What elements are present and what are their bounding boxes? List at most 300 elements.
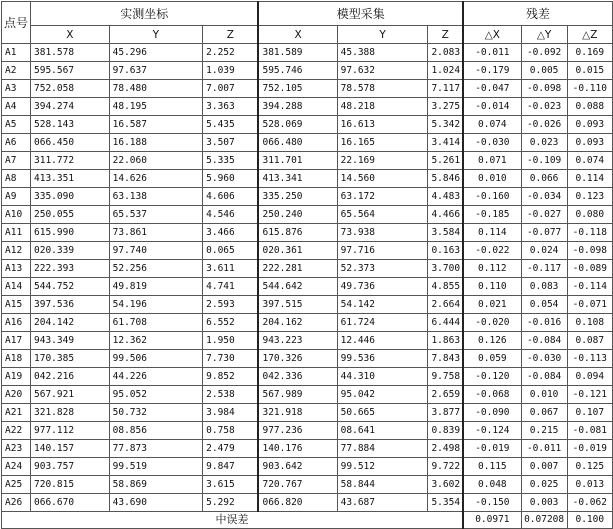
measured-y-cell: 97.740 (109, 242, 203, 260)
residual-dy-cell: 0.215 (521, 422, 567, 440)
residual-dz-cell: -0.121 (567, 386, 612, 404)
model-z-cell: 4.855 (428, 278, 463, 296)
point-id-cell: A2 (2, 62, 31, 80)
table-row (2, 476, 613, 494)
residual-dy-cell: 0.023 (521, 134, 567, 152)
model-z-cell: 7.843 (428, 350, 463, 368)
model-y-cell: 44.310 (337, 368, 428, 386)
residual-dx-cell: -0.014 (463, 98, 521, 116)
measured-z-cell: 3.984 (203, 404, 259, 422)
model-y-cell: 12.446 (337, 332, 428, 350)
measured-z-cell: 2.538 (203, 386, 259, 404)
point-id-cell: A19 (2, 368, 31, 386)
residual-dx-cell: -0.020 (463, 314, 521, 332)
residual-dz-cell: 0.093 (567, 116, 612, 134)
model-z-cell: 2.498 (428, 440, 463, 458)
measured-z-cell: 3.466 (203, 224, 259, 242)
residual-dy-cell: -0.092 (521, 44, 567, 62)
model-z-cell: 1.024 (428, 62, 463, 80)
model-y-cell: 43.687 (337, 494, 428, 512)
model-z-cell: 5.342 (428, 116, 463, 134)
residual-dy-cell: -0.109 (521, 152, 567, 170)
measured-x-cell: 977.112 (31, 422, 110, 440)
model-z-cell: 9.758 (428, 368, 463, 386)
rmse-dz: 0.100 (567, 512, 612, 529)
residual-dx-cell: -0.179 (463, 62, 521, 80)
measured-x-cell: 528.143 (31, 116, 110, 134)
table-row (2, 386, 613, 404)
measured-x-cell: 066.450 (31, 134, 110, 152)
residual-dx-cell: 0.021 (463, 296, 521, 314)
model-y-cell: 49.736 (337, 278, 428, 296)
table-row (2, 116, 613, 134)
rmse-row (2, 512, 613, 529)
model-y-cell: 48.218 (337, 98, 428, 116)
table-row (2, 260, 613, 278)
residual-dz-cell: -0.110 (567, 80, 612, 98)
model-z-cell: 5.354 (428, 494, 463, 512)
residual-dz-cell: 0.094 (567, 368, 612, 386)
table-row (2, 494, 613, 512)
table-row (2, 458, 613, 476)
measured-y-cell: 63.138 (109, 188, 203, 206)
point-id-cell: A9 (2, 188, 31, 206)
measured-z-cell: 2.479 (203, 440, 259, 458)
measured-x-cell: 170.385 (31, 350, 110, 368)
residual-dz-cell: -0.062 (567, 494, 612, 512)
residual-dx-cell: -0.120 (463, 368, 521, 386)
model-z-cell: 3.602 (428, 476, 463, 494)
measured-x-cell: 752.058 (31, 80, 110, 98)
measured-y-cell: 16.188 (109, 134, 203, 152)
table-row (2, 98, 613, 116)
residual-dx-cell: 0.048 (463, 476, 521, 494)
residual-dy-cell: 0.005 (521, 62, 567, 80)
residual-dy-cell: 0.083 (521, 278, 567, 296)
point-id-cell: A25 (2, 476, 31, 494)
model-x-cell: 020.361 (258, 242, 337, 260)
model-x-cell: 528.069 (258, 116, 337, 134)
measured-x-cell: 567.921 (31, 386, 110, 404)
model-x-cell: 170.326 (258, 350, 337, 368)
measured-y-cell: 97.637 (109, 62, 203, 80)
point-id-cell: A10 (2, 206, 31, 224)
measured-x-cell: 394.274 (31, 98, 110, 116)
point-id-cell: A22 (2, 422, 31, 440)
measured-x-cell: 413.351 (31, 170, 110, 188)
residual-dy-cell: -0.117 (521, 260, 567, 278)
residual-dx-cell: -0.047 (463, 80, 521, 98)
point-id-cell: A18 (2, 350, 31, 368)
table-row (2, 188, 613, 206)
table-row (2, 350, 613, 368)
measured-x-cell: 066.670 (31, 494, 110, 512)
residual-dy-cell: 0.025 (521, 476, 567, 494)
measured-y-cell: 08.856 (109, 422, 203, 440)
point-number-header: 点号 (2, 2, 31, 44)
residual-dy-cell: -0.026 (521, 116, 567, 134)
table-row (2, 278, 613, 296)
residual-dz-cell: 0.087 (567, 332, 612, 350)
point-id-cell: A7 (2, 152, 31, 170)
point-id-cell: A17 (2, 332, 31, 350)
model-y-cell: 97.632 (337, 62, 428, 80)
model-z-cell: 3.275 (428, 98, 463, 116)
measured-z-cell: 2.593 (203, 296, 259, 314)
point-id-cell: A14 (2, 278, 31, 296)
residual-dx-cell: 0.114 (463, 224, 521, 242)
residual-dy-cell: 0.066 (521, 170, 567, 188)
residual-dz-cell: -0.019 (567, 440, 612, 458)
model-x-cell: 042.336 (258, 368, 337, 386)
measured-x-cell: 595.567 (31, 62, 110, 80)
residual-dz-cell: 0.169 (567, 44, 612, 62)
residual-dx-cell: 0.071 (463, 152, 521, 170)
rmse-dy: 0.07208 (521, 512, 567, 529)
point-id-cell: A20 (2, 386, 31, 404)
measured-z-cell: 0.065 (203, 242, 259, 260)
model-x-cell: 903.642 (258, 458, 337, 476)
model-z-cell: 4.483 (428, 188, 463, 206)
model-y-cell: 16.613 (337, 116, 428, 134)
measured-z-cell: 7.007 (203, 80, 259, 98)
point-id-cell: A4 (2, 98, 31, 116)
table-row (2, 134, 613, 152)
model-y-cell: 54.142 (337, 296, 428, 314)
model-z-cell: 3.584 (428, 224, 463, 242)
residual-dz-cell: -0.081 (567, 422, 612, 440)
residual-dz-cell: 0.093 (567, 134, 612, 152)
measured-x-cell: 250.055 (31, 206, 110, 224)
model-x-cell: 977.236 (258, 422, 337, 440)
measured-y-cell: 54.196 (109, 296, 203, 314)
model-z-cell: 0.163 (428, 242, 463, 260)
table-row (2, 296, 613, 314)
measured-z-cell: 5.960 (203, 170, 259, 188)
model-x-cell: 720.767 (258, 476, 337, 494)
measured-x-cell: 222.393 (31, 260, 110, 278)
measured-x-cell: 335.090 (31, 188, 110, 206)
model-x-cell: 066.480 (258, 134, 337, 152)
model-x-cell: 222.281 (258, 260, 337, 278)
residual-dy-cell: -0.077 (521, 224, 567, 242)
table-row (2, 422, 613, 440)
measured-y-cell: 22.060 (109, 152, 203, 170)
table-row (2, 332, 613, 350)
measured-y-cell: 14.626 (109, 170, 203, 188)
measured-coords-header: 实测坐标 (31, 2, 259, 26)
model-x-cell: 140.176 (258, 440, 337, 458)
model-z-header: Z (428, 26, 463, 44)
residual-dy-cell: 0.003 (521, 494, 567, 512)
model-y-cell: 97.716 (337, 242, 428, 260)
residual-dy-cell: -0.016 (521, 314, 567, 332)
measured-x-cell: 381.578 (31, 44, 110, 62)
model-x-cell: 250.240 (258, 206, 337, 224)
point-id-cell: A11 (2, 224, 31, 242)
point-id-cell: A5 (2, 116, 31, 134)
point-id-cell: A23 (2, 440, 31, 458)
table-row (2, 314, 613, 332)
measured-y-cell: 44.226 (109, 368, 203, 386)
measured-x-cell: 020.339 (31, 242, 110, 260)
table-row (2, 152, 613, 170)
measured-z-cell: 0.758 (203, 422, 259, 440)
residual-dx-cell: -0.160 (463, 188, 521, 206)
model-collected-header: 模型采集 (258, 2, 463, 26)
model-y-cell: 63.172 (337, 188, 428, 206)
measured-y-cell: 78.480 (109, 80, 203, 98)
model-z-cell: 5.261 (428, 152, 463, 170)
residual-dy-cell: -0.084 (521, 368, 567, 386)
model-y-cell: 50.665 (337, 404, 428, 422)
measured-x-header: X (31, 26, 110, 44)
model-x-cell: 752.105 (258, 80, 337, 98)
model-z-cell: 4.466 (428, 206, 463, 224)
measured-z-cell: 9.852 (203, 368, 259, 386)
measured-x-cell: 042.216 (31, 368, 110, 386)
model-x-cell: 397.515 (258, 296, 337, 314)
model-y-cell: 77.884 (337, 440, 428, 458)
model-y-cell: 99.512 (337, 458, 428, 476)
residual-dx-cell: -0.011 (463, 44, 521, 62)
measured-y-cell: 61.708 (109, 314, 203, 332)
residual-dz-cell: 0.107 (567, 404, 612, 422)
model-y-cell: 61.724 (337, 314, 428, 332)
measured-z-cell: 9.847 (203, 458, 259, 476)
residual-dx-cell: -0.019 (463, 440, 521, 458)
residual-dy-header: △Y (521, 26, 567, 44)
measured-y-cell: 43.690 (109, 494, 203, 512)
point-id-cell: A24 (2, 458, 31, 476)
measured-y-cell: 58.869 (109, 476, 203, 494)
residual-dz-cell: -0.118 (567, 224, 612, 242)
residual-dz-cell: -0.114 (567, 278, 612, 296)
residual-dy-cell: 0.024 (521, 242, 567, 260)
model-x-cell: 413.341 (258, 170, 337, 188)
measured-y-header: Y (109, 26, 203, 44)
residual-dx-cell: -0.022 (463, 242, 521, 260)
point-id-cell: A26 (2, 494, 31, 512)
model-z-cell: 1.863 (428, 332, 463, 350)
measured-y-cell: 45.296 (109, 44, 203, 62)
residual-dx-cell: 0.110 (463, 278, 521, 296)
table-row (2, 404, 613, 422)
model-y-cell: 95.042 (337, 386, 428, 404)
measured-x-cell: 311.772 (31, 152, 110, 170)
residual-dz-cell: 0.015 (567, 62, 612, 80)
coordinate-residual-table (1, 1, 613, 529)
measured-y-cell: 99.506 (109, 350, 203, 368)
table-row (2, 242, 613, 260)
measured-z-cell: 3.611 (203, 260, 259, 278)
table-row (2, 80, 613, 98)
point-id-cell: A1 (2, 44, 31, 62)
measured-x-cell: 903.757 (31, 458, 110, 476)
model-x-cell: 335.250 (258, 188, 337, 206)
residual-dx-cell: -0.090 (463, 404, 521, 422)
measured-z-cell: 5.335 (203, 152, 259, 170)
measured-x-cell: 397.536 (31, 296, 110, 314)
residual-dy-cell: -0.023 (521, 98, 567, 116)
table-row (2, 224, 613, 242)
measured-y-cell: 12.362 (109, 332, 203, 350)
model-z-cell: 3.877 (428, 404, 463, 422)
measured-x-cell: 615.990 (31, 224, 110, 242)
measured-x-cell: 140.157 (31, 440, 110, 458)
model-y-cell: 08.641 (337, 422, 428, 440)
residual-dz-cell: 0.074 (567, 152, 612, 170)
model-y-cell: 65.564 (337, 206, 428, 224)
model-y-cell: 73.938 (337, 224, 428, 242)
measured-z-cell: 4.741 (203, 278, 259, 296)
residual-dx-cell: 0.112 (463, 260, 521, 278)
model-z-cell: 2.659 (428, 386, 463, 404)
table-row (2, 62, 613, 80)
measured-y-cell: 16.587 (109, 116, 203, 134)
residual-dy-cell: -0.034 (521, 188, 567, 206)
model-x-cell: 943.223 (258, 332, 337, 350)
residual-dz-cell: 0.088 (567, 98, 612, 116)
measured-y-cell: 50.732 (109, 404, 203, 422)
residual-dx-cell: -0.185 (463, 206, 521, 224)
model-x-cell: 615.876 (258, 224, 337, 242)
residual-dz-cell: -0.071 (567, 296, 612, 314)
model-x-cell: 595.746 (258, 62, 337, 80)
residual-dx-header: △X (463, 26, 521, 44)
rmse-dx: 0.0971 (463, 512, 521, 529)
point-id-cell: A15 (2, 296, 31, 314)
residual-dx-cell: 0.059 (463, 350, 521, 368)
model-x-cell: 544.642 (258, 278, 337, 296)
measured-z-cell: 1.950 (203, 332, 259, 350)
model-y-cell: 22.169 (337, 152, 428, 170)
measured-z-header: Z (203, 26, 259, 44)
residual-dz-cell: -0.113 (567, 350, 612, 368)
residual-dz-cell: 0.108 (567, 314, 612, 332)
table-row (2, 170, 613, 188)
model-x-header: X (258, 26, 337, 44)
table-row (2, 44, 613, 62)
model-z-cell: 7.117 (428, 80, 463, 98)
residual-dx-cell: 0.010 (463, 170, 521, 188)
residual-dy-cell: 0.067 (521, 404, 567, 422)
residual-dx-cell: 0.115 (463, 458, 521, 476)
residual-dz-cell: -0.089 (567, 260, 612, 278)
model-z-cell: 6.444 (428, 314, 463, 332)
measured-z-cell: 5.292 (203, 494, 259, 512)
point-id-cell: A13 (2, 260, 31, 278)
residual-dx-cell: 0.126 (463, 332, 521, 350)
measured-z-cell: 5.435 (203, 116, 259, 134)
residual-dx-cell: 0.074 (463, 116, 521, 134)
residual-dy-cell: -0.084 (521, 332, 567, 350)
residual-dy-cell: 0.010 (521, 386, 567, 404)
measured-x-cell: 204.142 (31, 314, 110, 332)
model-y-cell: 99.536 (337, 350, 428, 368)
measured-x-cell: 720.815 (31, 476, 110, 494)
measured-z-cell: 3.615 (203, 476, 259, 494)
residual-dy-cell: -0.098 (521, 80, 567, 98)
measured-y-cell: 99.519 (109, 458, 203, 476)
residual-dx-cell: -0.124 (463, 422, 521, 440)
model-y-cell: 58.844 (337, 476, 428, 494)
model-z-cell: 2.664 (428, 296, 463, 314)
model-x-cell: 066.820 (258, 494, 337, 512)
table-row (2, 368, 613, 386)
measured-y-cell: 73.861 (109, 224, 203, 242)
point-id-cell: A12 (2, 242, 31, 260)
model-z-cell: 2.083 (428, 44, 463, 62)
table-row (2, 440, 613, 458)
point-id-cell: A6 (2, 134, 31, 152)
measured-z-cell: 6.552 (203, 314, 259, 332)
model-x-cell: 394.288 (258, 98, 337, 116)
sub-header-row (2, 26, 613, 44)
residual-dz-header: △Z (567, 26, 612, 44)
model-x-cell: 204.162 (258, 314, 337, 332)
measured-z-cell: 3.507 (203, 134, 259, 152)
model-y-header: Y (337, 26, 428, 44)
table-row (2, 206, 613, 224)
model-y-cell: 14.560 (337, 170, 428, 188)
residual-header: 残差 (463, 2, 612, 26)
measured-y-cell: 65.537 (109, 206, 203, 224)
residual-dx-cell: -0.150 (463, 494, 521, 512)
measured-z-cell: 3.363 (203, 98, 259, 116)
measured-y-cell: 77.873 (109, 440, 203, 458)
measured-y-cell: 49.819 (109, 278, 203, 296)
residual-dz-cell: 0.080 (567, 206, 612, 224)
model-z-cell: 5.846 (428, 170, 463, 188)
measured-z-cell: 1.039 (203, 62, 259, 80)
measured-z-cell: 4.606 (203, 188, 259, 206)
residual-dz-cell: 0.114 (567, 170, 612, 188)
model-z-cell: 3.700 (428, 260, 463, 278)
model-z-cell: 3.414 (428, 134, 463, 152)
measured-z-cell: 2.252 (203, 44, 259, 62)
model-y-cell: 52.373 (337, 260, 428, 278)
measured-y-cell: 95.052 (109, 386, 203, 404)
residual-dz-cell: 0.125 (567, 458, 612, 476)
point-id-cell: A8 (2, 170, 31, 188)
model-z-cell: 0.839 (428, 422, 463, 440)
point-id-cell: A21 (2, 404, 31, 422)
measured-y-cell: 52.256 (109, 260, 203, 278)
model-x-cell: 567.989 (258, 386, 337, 404)
residual-dy-cell: -0.027 (521, 206, 567, 224)
residual-dx-cell: -0.068 (463, 386, 521, 404)
rmse-label: 中误差 (2, 512, 464, 529)
measured-z-cell: 4.546 (203, 206, 259, 224)
measured-y-cell: 48.195 (109, 98, 203, 116)
measured-x-cell: 943.349 (31, 332, 110, 350)
residual-dx-cell: -0.030 (463, 134, 521, 152)
point-id-cell: A16 (2, 314, 31, 332)
model-x-cell: 381.589 (258, 44, 337, 62)
measured-x-cell: 321.828 (31, 404, 110, 422)
residual-dy-cell: -0.030 (521, 350, 567, 368)
model-y-cell: 78.578 (337, 80, 428, 98)
residual-dy-cell: 0.007 (521, 458, 567, 476)
model-z-cell: 9.722 (428, 458, 463, 476)
measured-x-cell: 544.752 (31, 278, 110, 296)
group-header-row (2, 2, 613, 26)
point-id-cell: A3 (2, 80, 31, 98)
measured-z-cell: 7.730 (203, 350, 259, 368)
residual-dy-cell: -0.011 (521, 440, 567, 458)
model-x-cell: 321.918 (258, 404, 337, 422)
